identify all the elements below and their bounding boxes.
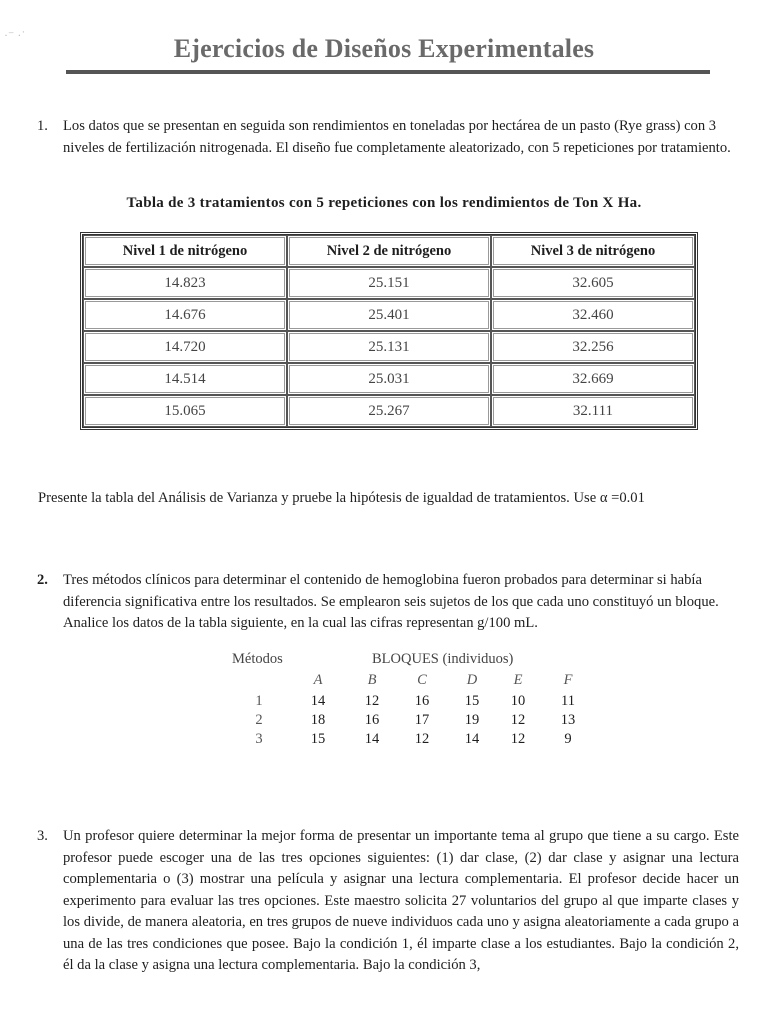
question-1-text: Los datos que se presentan en seguida son rendimientos en toneladas por hectárea de un pasto (Rye grass) con 3 niveles de fertilización nitrogenada. El diseño fue completamente aleatorizado, con 5 repeticiones por tratamiento. (63, 118, 731, 156)
block-header: C (417, 672, 427, 688)
table-cell: 32.256 (491, 331, 695, 363)
block-value: 12 (414, 731, 430, 747)
page-title: Ejercicios de Diseños Experimentales (173, 34, 595, 63)
yield-table (80, 232, 698, 430)
question-3-text: Un profesor quiere determinar la mejor forma de presentar un importante tema al grupo que tiene a su cargo. Este profesor puede escoger una de las tres opciones siguientes: (1) dar clase, (2) dar clase y asignar una lectura complementaria o (3) mostrar una película y asignar una lectura complementaria. El profesor decide hacer un experimento para evaluar las tres opciones. Este maestro solicita 27 voluntarios del grupo al que imparte clases y los divide, de manera aleatoria, en tres grupos de nueve individuos cada uno y asigna aleatoriamente a cada grupo a una de las tres condiciones que posee. Bajo la condición 1, él imparte clase a los estudiantes. Bajo la condición 2, él da la clase y asigna una lectura complementaria. Bajo la condición 3, (63, 828, 739, 973)
table-cell: 32.669 (491, 363, 695, 395)
question-2-text: Tres métodos clínicos para determinar el contenido de hemoglobina fueron probados para determinar si había diferencia significativa entre los resultados. Se emplearon seis sujetos de los que cada uno constituyó un bloque. Analice los datos de la tabla siguiente, en la cual las cifras representan g/100 mL. (63, 572, 719, 631)
block-column-c (407, 672, 437, 750)
question-2 (37, 570, 731, 635)
table-row (83, 395, 695, 427)
title-underline (66, 70, 710, 74)
table-row (83, 299, 695, 331)
block-value: 16 (364, 712, 380, 728)
table-cell: 25.131 (287, 331, 491, 363)
block-header: E (513, 672, 523, 688)
block-value: 15 (464, 693, 480, 709)
block-column-f (553, 672, 583, 750)
block-column-d (457, 672, 487, 750)
block-value: 12 (510, 731, 526, 747)
table-cell: 25.031 (287, 363, 491, 395)
header-nivel-1: Nivel 1 de nitrógeno (83, 235, 287, 267)
block-value: 19 (464, 712, 480, 728)
block-header: D (466, 672, 478, 688)
block-value: 14 (364, 731, 380, 747)
table-cell: 32.460 (491, 299, 695, 331)
anova-instruction: Presente la tabla del Análisis de Varianza y pruebe la hipótesis de igualdad de tratamientos. Use α =0.01 (38, 490, 645, 506)
table-cell: 32.605 (491, 267, 695, 299)
table-cell: 32.111 (491, 395, 695, 427)
block-value: 16 (414, 693, 430, 709)
block-value: 14 (464, 731, 480, 747)
yield-table-header-row (83, 235, 695, 267)
block-value: 18 (310, 712, 326, 728)
block-header: A (313, 672, 323, 688)
block-column-e (503, 672, 533, 750)
method-label: 1 (255, 693, 263, 709)
table-row (83, 363, 695, 395)
table-cell: 25.151 (287, 267, 491, 299)
block-value: 17 (414, 712, 430, 728)
question-3-number: 3. (37, 828, 48, 844)
table-cell: 15.065 (83, 395, 287, 427)
block-header: F (563, 672, 573, 688)
question-2-number: 2. (37, 572, 48, 588)
table-cell: 25.401 (287, 299, 491, 331)
block-value: 9 (564, 731, 572, 747)
methods-column (244, 672, 274, 750)
table-cell: 14.720 (83, 331, 287, 363)
block-value: 10 (510, 693, 526, 709)
question-1 (37, 116, 731, 159)
table-row (83, 331, 695, 363)
table-row (83, 267, 695, 299)
scan-specks: ·⁻ ·˙ (4, 28, 26, 42)
block-header: B (367, 672, 377, 688)
header-nivel-2: Nivel 2 de nitrógeno (287, 235, 491, 267)
block-value: 12 (510, 712, 526, 728)
block-column-b (357, 672, 387, 750)
blocks-label: BLOQUES (individuos) (372, 651, 514, 667)
block-column-a (303, 672, 333, 750)
table-cell: 14.823 (83, 267, 287, 299)
question-1-number: 1. (37, 118, 48, 134)
table-cell: 14.676 (83, 299, 287, 331)
block-value: 13 (560, 712, 576, 728)
methods-label: Métodos (232, 651, 283, 667)
table-cell: 14.514 (83, 363, 287, 395)
method-label: 2 (255, 712, 263, 728)
table-caption: Tabla de 3 tratamientos con 5 repeticiones con los rendimientos de Ton X Ha. (126, 195, 642, 211)
table-cell: 25.267 (287, 395, 491, 427)
block-value: 11 (561, 693, 575, 709)
method-label: 3 (255, 731, 263, 747)
question-3 (37, 826, 739, 977)
block-value: 15 (310, 731, 326, 747)
header-nivel-3: Nivel 3 de nitrógeno (491, 235, 695, 267)
block-value: 14 (310, 693, 326, 709)
block-value: 12 (364, 693, 380, 709)
